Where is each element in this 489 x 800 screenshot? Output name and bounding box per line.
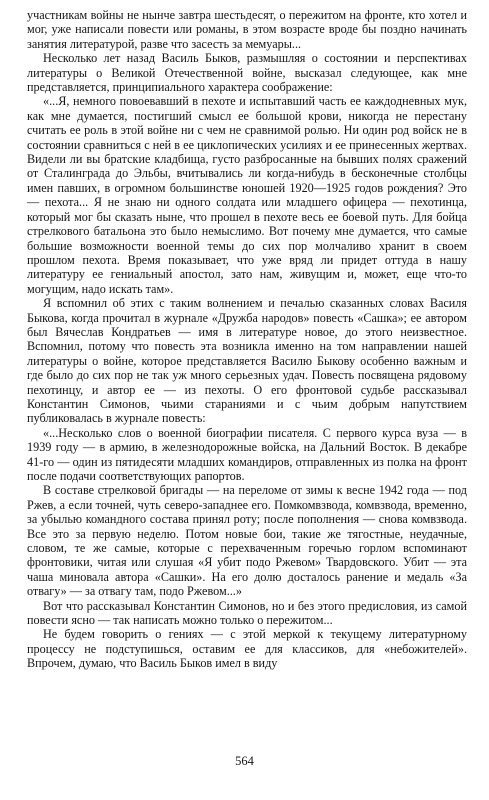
quote-simonov-part-1: «...Несколько слов о военной биографии писателя. С первого курса вуза — в 1939 году — в армию, в железнодорожные войска, на Дальний Восток. В декабре 41-го — один из пятидесяти младших командиров, отправленных из полка на фронт после подачи соответствующих рапортов. bbox=[27, 425, 467, 483]
paragraph-after-quote: Вот что рассказывал Константин Симонов, но и без этого предисловия, из самой повести ясно — так написать можно только о пережитом... bbox=[27, 598, 467, 628]
quote-simonov-part-2: В составе стрелковой бригады — на переломе от зимы к весне 1942 года — под Ржев, а если точней, чуть северо-западнее его. Помкомвзвода, комвзвода, временно, за убылью командного состава принял роту; после пополнения — снова комвзвода. Все это за первую неделю. Потом новые бои, такие же тягостные, неудачные, словом, те же самые, которые с перехваченным горечью горлом вспоминают фронтовики, читая или слушая «Я убит подо Ржевом» Твардовского. Убит — эта чаша миновала автора «Сашки». На его долю досталось ранение и медаль «За отвагу» — за отвагу там, подо Ржевом...» bbox=[27, 483, 467, 599]
paragraph-continuation: участникам войны не нынче завтра шестьдесят, о пережитом на фронте, кто хотел и мог, уже написали повести или романы, в этом возрасте вроде бы поздно начинать занятия литературой, разве что засесть за мемуары... bbox=[27, 8, 467, 51]
paragraph-kondratiev: Я вспомнил об этих с таким волнением и печалью сказанных словах Василя Быкова, когда прочитал в журнале «Дружба народов» повесть «Сашка»; ее автором был Вячеслав Кондратьев — имя в литературе новое, до этого неизвестное. Вспомнил, потому что повесть эта возникла именно на том направлении нашей литературы о войне, которое представляется Василю Быкову особенно важным и где было до сих пор не так уж много серьезных удач. Повесть посвящена рядовому пехотинцу, и автор ее — из пехоты. О его фронтовой судьбе рассказывал Константин Симонов, чьими стараниями и с чьим добрым напутствием публиковалась в журнале повесть: bbox=[27, 296, 467, 426]
paragraph-geniuses: Не будем говорить о гениях — с этой меркой к текущему литературному процессу не подступишься, оставим ее для классиков, для «небожителей». Впрочем, думаю, что Василь Быков имел в виду bbox=[27, 627, 467, 671]
quote-bykov: «...Я, немного повоевавший в пехоте и испытавший часть ее каждодневных мук, как мне думается, постигший смысл ее большой крови, никогда не перестану считать ее роль в этой войне ни с чем не сравнимой ролью. Ни один род войск не в состоянии сравниться с ней в ее циклопических усилиях и ее принесенных жертвах. Видели ли вы братские кладбища, густо разбросанные на бывших полях сражений от Сталинграда до Эльбы, вчитывались ли когда-нибудь в бесконечные столбцы имен павших, в огромном большинстве юношей 1920—1925 годов рождения? Это — пехота... Я не знаю ни одного солдата или младшего офицера — пехотинца, который мог бы сказать ныне, что прошел в пехоте весь ее боевой путь. Для бойца стрелкового батальона это было немыслимо. Вот почему мне думается, что самые большие возможности военной темы до сих пор молчаливо хранит в своем прошлом пехота. Время показывает, что уже вряд ли придет оттуда в нашу литературу ее гениальный апостол, зато нам, живущим и, может, еще что-то могущим, надо искать там». bbox=[27, 94, 467, 296]
page-number: 564 bbox=[235, 754, 254, 768]
paragraph-bykov-intro: Несколько лет назад Василь Быков, размышляя о состоянии и перспективах литературы о Великой Отечественной войне, высказал следующее, как мне представляется, принципиального характера соображение: bbox=[27, 51, 467, 95]
